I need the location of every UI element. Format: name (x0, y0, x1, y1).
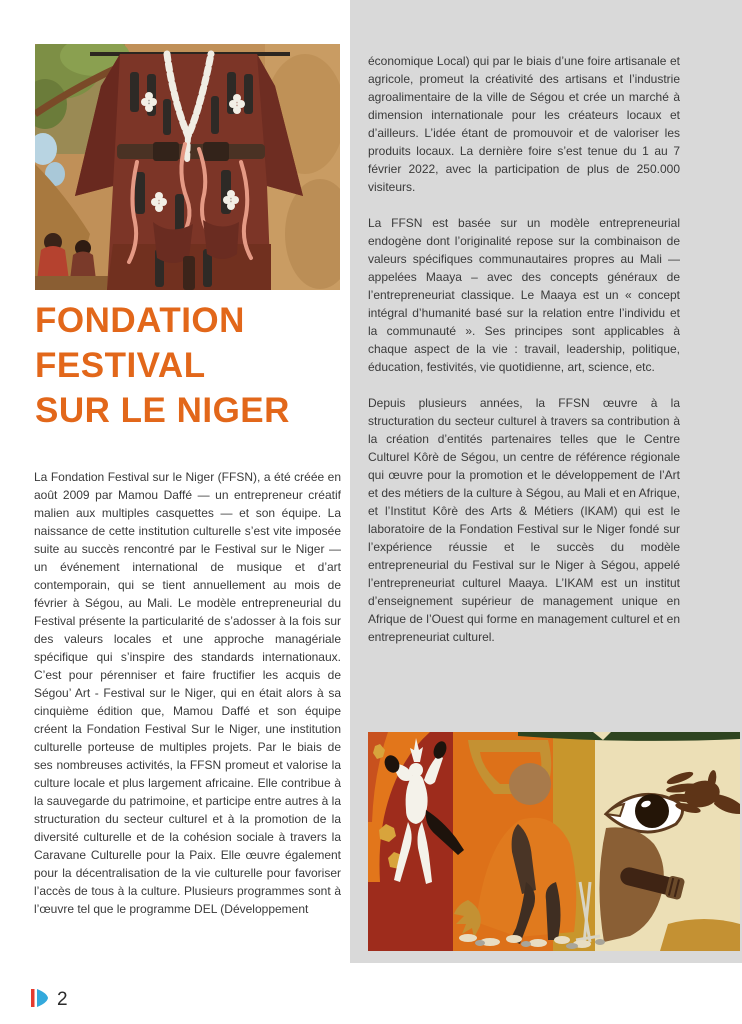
left-column-paragraph: La Fondation Festival sur le Niger (FFSN), a été créée en août 2009 par Mamou Daffé — un entrepreneur créatif malien aux multiples casquettes — et son équipe. La naissance de cette institution culturelle s’est vite imposée suite au succès rencontré par le Festival sur le Niger — un événement international de musique et d’art contemporain, qui se tient annuellement au mois de février à Ségou, au Mali. Le modèle entrepreneurial du Festival présente la particularité de s’adosser à la fois sur des valeurs locales et une approche managériale spécifique qui s’inspire des standards internationaux. C’est pour pérenniser et faire fructifier les acquis de Ségou’ Art - Festival sur le Niger, qui en était alors à sa cinquième édition que, Mamou Daffé et son équipe créent la Fondation Festival Sur le Niger, une institution culturelle porteuse de multiples projets. Par le biais de ses nombreuses activités, la FFSN promeut et valorise la culture locale et plus largement africaine. Elle contribue à la sauvegarde du patrimoine, et participe entre autres à la structuration du secteur culturel et à la promotion de la diversité culturelle et de la cohésion sociale à travers la Caravane Culturelle pour la Paix. Elle œuvre également pour la décentralisation de la vie culturelle pour favoriser l’accès de tous à la culture. Plusieurs programmes sont à l’œuvre tel que le programme DEL (Développement (34, 470, 341, 916)
page-footer (29, 988, 68, 1012)
right-column-paragraph-1: économique Local) qui par le biais d’une foire artisanale et agricole, promeut la créativité des artisans et l’industrie agroalimentaire de la ville de Ségou et crée un marché à dimension internationale pour les créateurs locaux et d’ailleurs. L’idée étant de promouvoir et de valoriser les produits locaux. La dernière foire s’est tenue du 1 au 7 février 2022, avec la participation de plus de 250.000 visiteurs. (368, 54, 680, 194)
hunter-tunic-photo (35, 44, 340, 290)
page-number: 2 (57, 989, 68, 1010)
right-column-paragraph-2: La FFSN est basée sur un modèle entrepreneurial endogène dont l’originalité repose sur la combinaison de valeurs spécifiques communautaires propres au Mali — appelées Maaya – avec des concepts généraux de l’entrepreneuriat classique. Le Maaya est un « concept intégral d’humanité basé sur la relation entre l’individu et la communauté ». Ses principes sont applicables à chaque aspect de la vie : travail, leadership, politique, éducation, festivités, vie quotidienne, art, science, etc. (368, 216, 680, 374)
right-column-paragraph-3: Depuis plusieurs années, la FFSN œuvre à la structuration du secteur culturel à travers sa contribution à la création d’entités partenaires telles que le Centre Culturel Kôrè de Ségou, un centre de référence régionale qui œuvre pour la promotion et le développement de l’Art et des métiers de la culture à Ségou, au Mali et en Afrique, et l’Institut Kôrè des Arts & Métiers (IKAM) qui est le laboratoire de la Fondation Festival sur le Niger fondé sur l’expérience réussie et le succès du modèle entrepreneurial du Festival sur le Niger à Ségou, appelé l’entrepreneuriat culturel Maaya. L’IKAM est un institut d’enseignement supérieur de management unique en Afrique de l’Ouest qui forme en management culturel et en entrepreneuriat culturel. (368, 396, 680, 644)
mural-painting-photo (368, 732, 740, 951)
marker-blue-triangle (37, 989, 48, 1007)
article-title-line-3: SUR LE NIGER (35, 391, 290, 430)
article-title-line-2: FESTIVAL (35, 346, 206, 385)
article-title-line-1: FONDATION (35, 301, 245, 340)
marker-red-bar (31, 989, 35, 1007)
article-title (35, 298, 335, 433)
page-marker-icon (29, 987, 51, 1014)
right-column-text (368, 52, 680, 720)
